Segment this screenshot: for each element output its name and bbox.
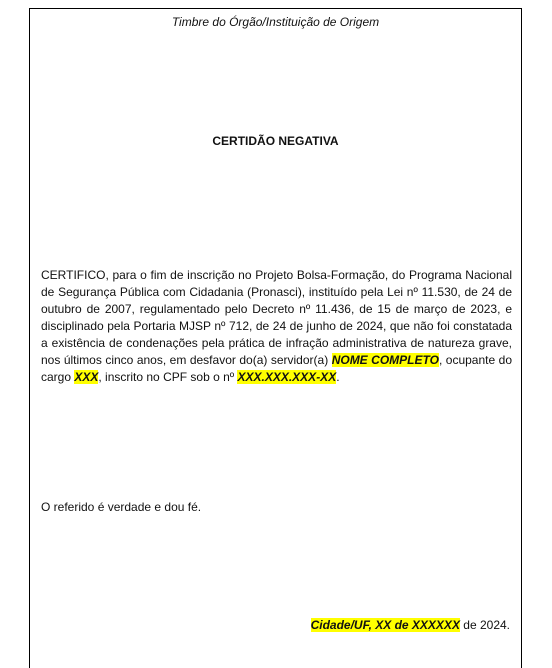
letterhead: Timbre do Órgão/Instituição de Origem	[171, 15, 380, 29]
body-text-part2: , ocupante do cargo	[41, 353, 513, 384]
certificate-body	[41, 267, 512, 386]
placeholder-place-date: Cidade/UF, XX de XXXXXX	[310, 618, 460, 632]
body-text-part1: CERTIFICO, para o fim de inscrição no Projeto Bolsa-Formação, do Programa Nacional de Segurança Pública com Cidadania (Pronasci), instituído pela Lei nº 11.530, de 24 de outubro de 2007, regulamentado pelo Decreto nº 11.436, de 15 de março de 2023, e disciplinado pela Portaria MJSP nº 712, de 24 de junho de 2024, que não foi constatada a existência de condenações pela prática de infração administrativa de natureza grave, nos últimos cinco anos, em desfavor do(a) servidor(a)	[41, 268, 512, 367]
document-title: CERTIDÃO NEGATIVA	[212, 134, 339, 148]
document-page	[29, 8, 522, 668]
closing-statement: O referido é verdade e dou fé.	[41, 500, 202, 514]
body-text-part4: .	[336, 370, 340, 384]
placeholder-full-name: NOME COMPLETO	[331, 353, 439, 367]
placeholder-cpf: XXX.XXX.XXX-XX	[237, 370, 337, 384]
place-date-line	[311, 618, 510, 632]
body-text-part3: , inscrito no CPF sob o nº	[98, 370, 238, 384]
year-suffix: de 2024.	[459, 618, 510, 632]
placeholder-position: XXX	[74, 370, 99, 384]
